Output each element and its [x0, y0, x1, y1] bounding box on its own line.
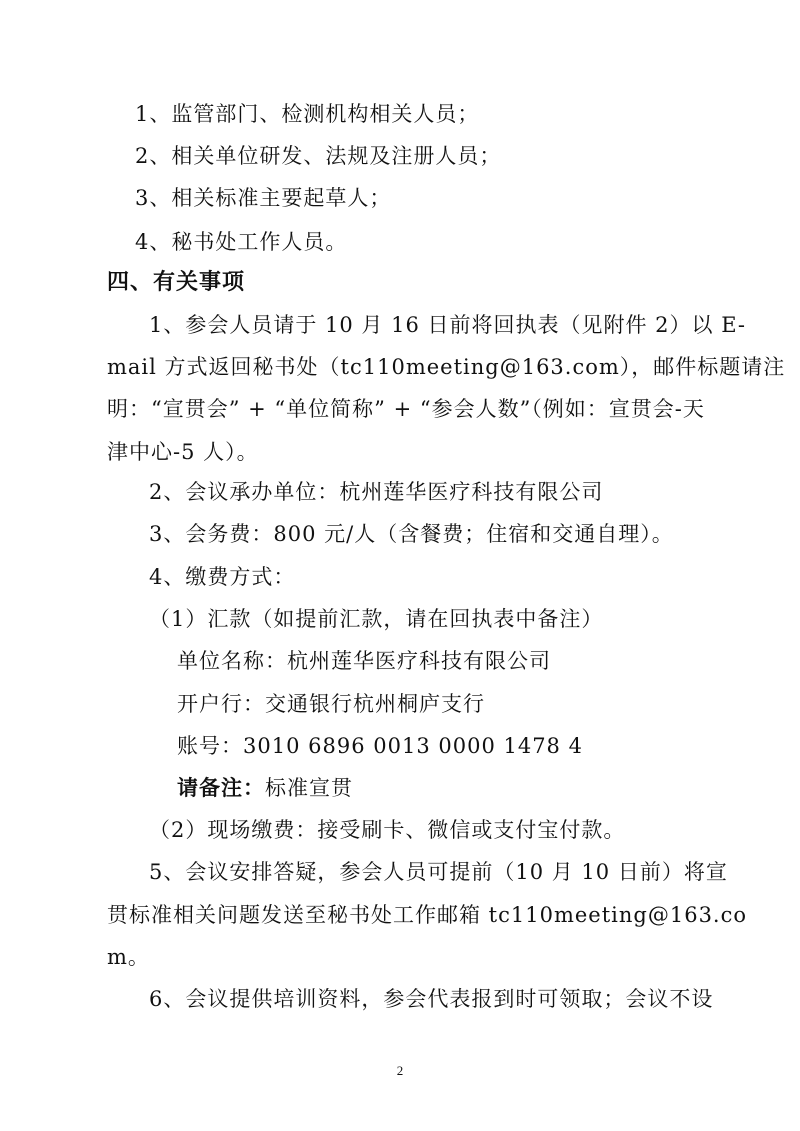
item1-line4: 津中心-5 人）。: [107, 440, 259, 464]
payment-remark-value: 标准宣贯: [265, 776, 353, 800]
item1-line3: 明：“宣贯会” + “单位简称” + “参会人数”（例如：宣贯会-天: [107, 397, 705, 421]
payment-onsite: （2）现场缴费：接受刷卡、微信或支付宝付款。: [149, 818, 626, 842]
item5-line3: m。: [107, 945, 150, 969]
item1-line2: mail 方式返回秘书处（tc110meeting@163.com），邮件标题请注: [107, 355, 786, 379]
section-heading: 四、有关事项: [107, 269, 246, 295]
item2-organizer: 2、会议承办单位：杭州莲华医疗科技有限公司: [149, 480, 604, 504]
item5-line2: 贯标准相关问题发送至秘书处工作邮箱 tc110meeting@163.co: [107, 903, 748, 927]
payment-bank: 开户行：交通银行杭州桐庐支行: [177, 692, 485, 716]
item4-payment-method: 4、缴费方式：: [149, 565, 296, 589]
item1-line1: 1、参会人员请于 10 月 16 日前将回执表（见附件 2）以 E-: [149, 313, 747, 337]
payment-company: 单位名称：杭州莲华医疗科技有限公司: [177, 649, 551, 673]
list-item-4: 4、秘书处工作人员。: [135, 230, 348, 254]
item6-materials: 6、会议提供培训资料，参会代表报到时可领取；会议不设: [149, 987, 714, 1011]
page-number: 2: [396, 1063, 404, 1078]
item5-line1: 5、会议安排答疑，参会人员可提前（10 月 10 日前）将宣: [149, 860, 728, 884]
payment-account: 账号：3010 6896 0013 0000 1478 4: [177, 734, 583, 758]
payment-remark: [0, 773, 800, 803]
payment-remark-label: 请备注：: [177, 775, 265, 800]
list-item-1: 1、监管部门、检测机构相关人员；: [135, 102, 480, 126]
list-item-2: 2、相关单位研发、法规及注册人员；: [135, 144, 502, 168]
item3-fee: 3、会务费：800 元/人（含餐费；住宿和交通自理）。: [149, 522, 674, 546]
payment-remit-title: （1）汇款（如提前汇款，请在回执表中备注）: [149, 607, 604, 631]
list-item-3: 3、相关标准主要起草人；: [135, 186, 392, 210]
